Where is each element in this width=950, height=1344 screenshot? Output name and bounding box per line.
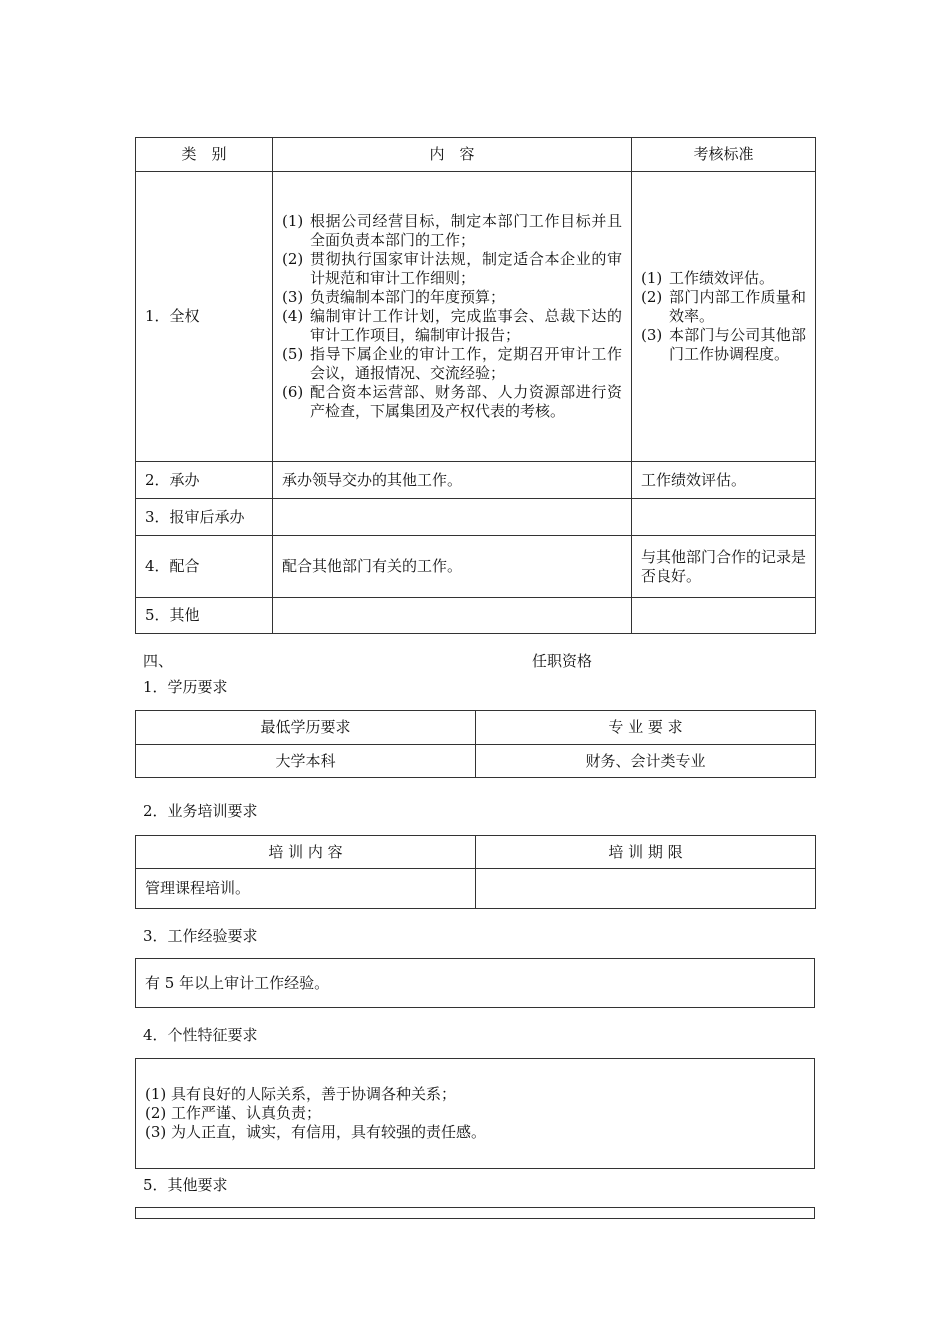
section-title: 任职资格 — [532, 652, 593, 670]
table-row — [136, 1208, 815, 1219]
major-value: 财务、会计类专业 — [476, 745, 816, 778]
personality-table — [135, 1058, 815, 1169]
duties-table — [135, 137, 816, 634]
row-content — [273, 598, 632, 634]
table-row — [136, 462, 816, 499]
list-item: (5) 指导下属企业的审计工作，定期召开审计工作会议，通报情况、交流经验； — [282, 345, 622, 382]
header-min-education: 最低学历要求 — [136, 711, 476, 745]
training-table — [135, 835, 816, 909]
row-category: 3．报审后承办 — [136, 499, 273, 536]
training-content-value: 管理课程培训。 — [136, 869, 476, 909]
table-row — [136, 711, 816, 745]
standard-list — [641, 269, 806, 364]
section-number: 四、 — [143, 652, 174, 670]
row-content — [273, 499, 632, 536]
list-item: (2) 贯彻执行国家审计法规，制定适合本企业的审计规范和审计工作细则； — [282, 250, 622, 287]
experience-table — [135, 958, 815, 1008]
row-category: 5．其他 — [136, 598, 273, 634]
header-category: 类 别 — [136, 138, 273, 172]
row-standard — [632, 499, 816, 536]
education-heading: 1．学历要求 — [143, 678, 228, 696]
other-heading: 5．其他要求 — [143, 1176, 228, 1194]
header-major: 专 业 要 求 — [476, 711, 816, 745]
list-item: (3) 为人正直，诚实，有信用，具有较强的责任感。 — [145, 1123, 487, 1141]
other-table — [135, 1207, 815, 1219]
table-row — [136, 745, 816, 778]
table-row — [136, 869, 816, 909]
table-row — [136, 499, 816, 536]
header-training-content: 培 训 内 容 — [136, 836, 476, 869]
duties-header-row — [136, 138, 816, 172]
table-row — [136, 172, 816, 462]
list-item: (3) 本部门与公司其他部门工作协调程度。 — [641, 326, 806, 363]
row-standard: 工作绩效评估。 — [632, 462, 816, 499]
min-education-value: 大学本科 — [136, 745, 476, 778]
header-content: 内 容 — [273, 138, 632, 172]
list-item: (1) 根据公司经营目标，制定本部门工作目标并且全面负责本部门的工作； — [282, 212, 622, 249]
row-standard: 与其他部门合作的记录是否良好。 — [632, 536, 816, 598]
list-item: (1) 工作绩效评估。 — [641, 269, 775, 287]
row-content — [273, 172, 632, 462]
header-training-period: 培 训 期 限 — [476, 836, 816, 869]
content-list — [282, 212, 622, 421]
list-item: (6) 配合资本运营部、财务部、人力资源部进行资产检查，下属集团及产权代表的考核。 — [282, 383, 622, 420]
experience-value: 有 5 年以上审计工作经验。 — [136, 959, 815, 1008]
row-content: 配合其他部门有关的工作。 — [273, 536, 632, 598]
other-value — [136, 1208, 815, 1219]
list-item: (2) 部门内部工作质量和效率。 — [641, 288, 806, 325]
table-row — [136, 536, 816, 598]
personality-cell — [136, 1059, 815, 1169]
table-row — [136, 1059, 815, 1169]
row-standard — [632, 172, 816, 462]
experience-heading: 3．工作经验要求 — [143, 927, 258, 945]
header-standard: 考核标准 — [632, 138, 816, 172]
row-category: 4．配合 — [136, 536, 273, 598]
table-row — [136, 836, 816, 869]
training-period-value — [476, 869, 816, 909]
row-standard — [632, 598, 816, 634]
row-category: 2．承办 — [136, 462, 273, 499]
training-heading: 2．业务培训要求 — [143, 802, 258, 820]
table-row — [136, 959, 815, 1008]
table-row — [136, 598, 816, 634]
personality-heading: 4．个性特征要求 — [143, 1026, 258, 1044]
row-category: 1．全权 — [136, 172, 273, 462]
education-table — [135, 710, 816, 778]
row-content: 承办领导交办的其他工作。 — [273, 462, 632, 499]
list-item: (2) 工作严谨、认真负责； — [145, 1104, 322, 1122]
list-item: (1) 具有良好的人际关系，善于协调各种关系； — [145, 1085, 457, 1103]
list-item: (4) 编制审计工作计划，完成监事会、总裁下达的审计工作项目，编制审计报告； — [282, 307, 622, 344]
list-item: (3) 负责编制本部门的年度预算； — [282, 288, 506, 306]
